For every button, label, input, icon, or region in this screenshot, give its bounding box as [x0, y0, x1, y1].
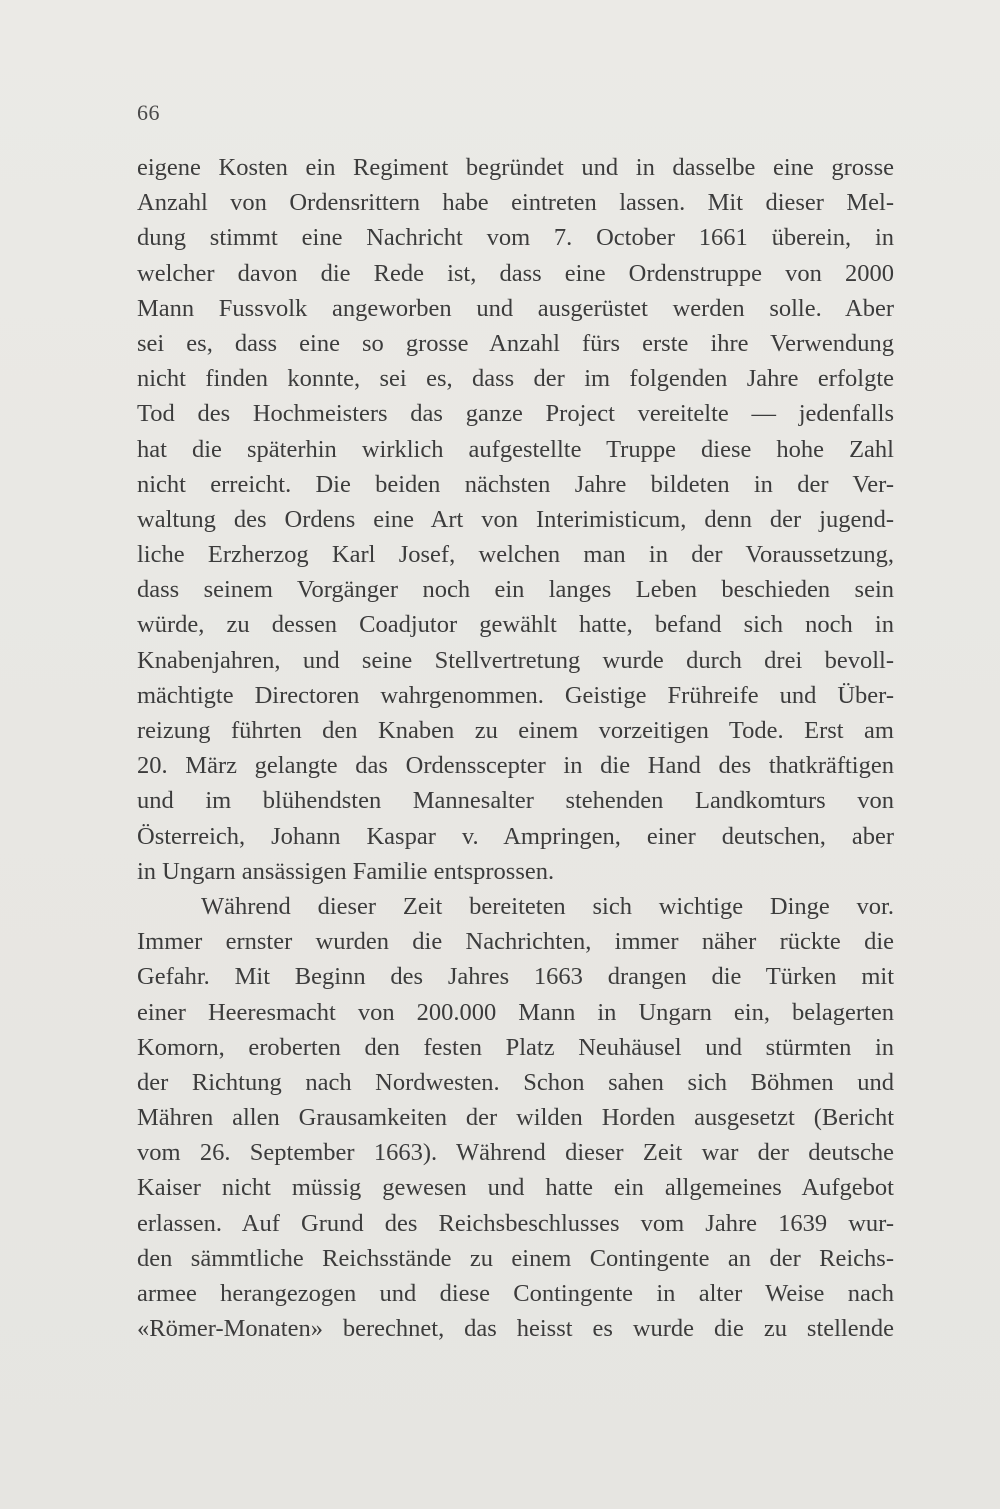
text-line: würde, zu dessen Coadjutor gewählt hatte, befand sich noch in	[137, 611, 894, 639]
text-line: Immer ernster wurden die Nachrichten, immer näher rückte die	[137, 928, 894, 956]
text-line: sei es, dass eine so grosse Anzahl fürs erste ihre Verwendung	[137, 329, 894, 357]
text-line: eigene Kosten ein Regiment begründet und in dasselbe eine grosse	[137, 154, 894, 181]
text-line: und im blühendsten Mannesalter stehenden Landkomturs von	[137, 787, 894, 815]
text-line: hat die späterhin wirklich aufgestellte Truppe diese hohe Zahl	[137, 435, 894, 463]
page-number: 66	[137, 100, 160, 125]
text-line: Kaiser nicht müssig gewesen und hatte ein allgemeines Aufgebot	[137, 1174, 894, 1202]
paragraph-2	[137, 889, 894, 1346]
text-line: Gefahr. Mit Beginn des Jahres 1663 drangen die Türken mit	[137, 963, 894, 991]
text-line: 20. März gelangte das Ordensscepter in die Hand des thatkräftigen	[137, 752, 894, 780]
text-line: armee herangezogen und diese Contingente in alter Weise nach	[137, 1280, 894, 1307]
text-line: erlassen. Auf Grund des Reichsbeschlusses vom Jahre 1639 wur-	[137, 1209, 894, 1237]
text-line: in Ungarn ansässigen Familie entsprossen.	[137, 857, 555, 885]
text-line: mächtigte Directoren wahrgenommen. Geistige Frühreife und Über-	[137, 681, 894, 709]
text-line: Österreich, Johann Kaspar v. Ampringen, einer deutschen, aber	[137, 822, 894, 850]
text-line: liche Erzherzog Karl Josef, welchen man in der Voraussetzung,	[137, 541, 894, 569]
text-line: Tod des Hochmeisters das ganze Project vereitelte — jedenfalls	[137, 400, 894, 428]
text-line: «Römer-Monaten» berechnet, das heisst es wurde die zu stellende	[137, 1315, 894, 1343]
text-line: nicht erreicht. Die beiden nächsten Jahre bildeten in der Ver-	[137, 470, 894, 498]
paragraph-1	[137, 150, 894, 889]
text-line: reizung führten den Knaben zu einem vorzeitigen Tode. Erst am	[137, 717, 894, 744]
text-line: nicht finden konnte, sei es, dass der im folgenden Jahre erfolgte	[137, 365, 894, 393]
body-text	[137, 150, 894, 1346]
text-line: der Richtung nach Nordwesten. Schon sahen sich Böhmen und	[137, 1068, 894, 1096]
text-line: dass seinem Vorgänger noch ein langes Leben beschieden sein	[137, 576, 894, 604]
text-line: Komorn, eroberten den festen Platz Neuhäusel und stürmten in	[137, 1033, 894, 1061]
text-line: dung stimmt eine Nachricht vom 7. October 1661 überein, in	[137, 224, 894, 252]
text-line: Während dieser Zeit bereiteten sich wichtige Dinge vor.	[201, 892, 894, 920]
text-line: welcher davon die Rede ist, dass eine Ordenstruppe von 2000	[137, 259, 894, 287]
text-line: den sämmtliche Reichsstände zu einem Contingente an der Reichs-	[137, 1244, 894, 1272]
text-line: waltung des Ordens eine Art von Interimisticum, denn der jugend-	[137, 505, 894, 533]
text-line: Mann Fussvolk angeworben und ausgerüstet werden solle. Aber	[137, 294, 894, 322]
text-line: vom 26. September 1663). Während dieser Zeit war der deutsche	[137, 1139, 894, 1167]
text-line: einer Heeresmacht von 200.000 Mann in Ungarn ein, belagerten	[137, 998, 894, 1026]
text-line: Mähren allen Grausamkeiten der wilden Horden ausgesetzt (Bericht	[137, 1104, 894, 1132]
text-line: Anzahl von Ordensrittern habe eintreten lassen. Mit dieser Mel-	[137, 189, 894, 217]
text-line: Knabenjahren, und seine Stellvertretung wurde durch drei bevoll-	[137, 646, 894, 674]
